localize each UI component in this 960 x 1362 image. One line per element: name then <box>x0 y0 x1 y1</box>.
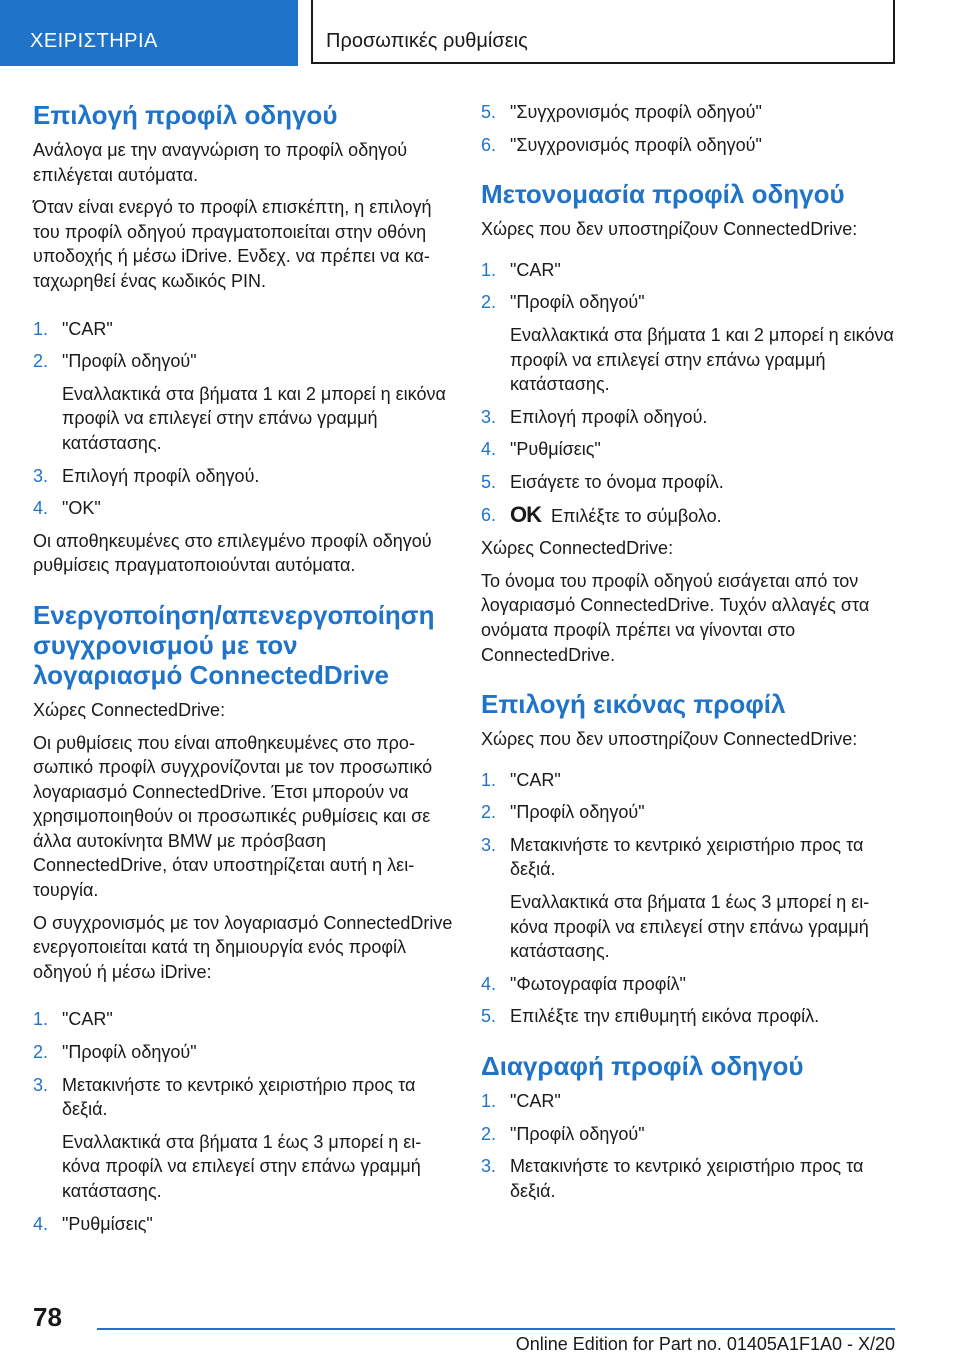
steps-list <box>481 768 901 1029</box>
list-item: 2. "Προφίλ οδηγού" <box>481 802 645 823</box>
paragraph: Χώρες που δεν υποστηρίζουν ConnectedDrive: <box>481 729 858 750</box>
list-item: 1. "CAR" <box>481 769 561 790</box>
list-item: 4. "OK" <box>33 498 101 519</box>
list-note: Εναλλακτικά στα βήματα 1 έως 3 μπορεί η εικόνα προφίλ να επιλεγεί στην επάνω γραμμή κατάστασης. <box>62 1131 422 1201</box>
paragraph: Ο συγχρονισμός με τον λογαριασμό ConnectedDrive ενεργοποιείται κατά τη δημιουργία ενός προφίλ οδηγού ή μέσω iDrive: <box>33 912 453 982</box>
list-item: 4. "Ρυθμίσεις" <box>33 1213 153 1234</box>
section-heading: Διαγραφή προφίλ οδηγού <box>481 1051 804 1082</box>
list-item: 1. "CAR" <box>33 318 113 339</box>
list-item: 3. Επιλογή προφίλ οδηγού. <box>481 406 708 427</box>
paragraph: Όταν είναι ενεργό το προφίλ επισκέπτη, η επιλογή του προφίλ οδηγού πραγματοποιείται στην οθόνη υποδοχής ή μέσω iDrive. Ενδεχ. να πρέπει να καταχωρηθεί ένας κωδικός PIN. <box>33 197 432 291</box>
list-item: 5. "Συγχρονισμός προφίλ οδηγού" <box>481 102 762 122</box>
list-item: 4. "Ρυθμίσεις" <box>481 439 601 460</box>
list-item: 5. Εισάγετε το όνομα προφίλ. <box>481 471 724 492</box>
paragraph: Οι αποθηκευμένες στο επιλεγμένο προφίλ οδηγού ρυθμίσεις πραγματοποιούνται αυτόματα. <box>33 530 432 576</box>
page-number: 78 <box>33 1302 62 1332</box>
header-divider <box>311 0 313 64</box>
list-item: 3. Μετακινήστε το κεντρικό χειριστήριο προς τα δεξιά. <box>481 1156 864 1201</box>
paragraph: Ανάλογα με την αναγνώριση το προφίλ οδηγού επιλέγεται αυτόματα. <box>33 140 408 185</box>
paragraph: Οι ρυθμίσεις που είναι αποθηκευμένες στο προσωπικό προφίλ συγχρονίζονται με τον προσωπικό λογαριασμό ConnectedDrive. Έτσι μπορούν να χρησιμοποιηθούν οι προσωπικές ρυθμίσεις και σε άλλα αυτοκίνητα BMW με πρόσβαση ConnectedDrive, όταν υποστηρίζεται αυτή η λειτουργία. <box>33 732 433 901</box>
list-item: 1. "CAR" <box>481 1091 561 1112</box>
steps-list <box>481 100 901 157</box>
header-rule <box>311 62 895 64</box>
list-item: 2. "Προφίλ οδηγού" Εναλλακτικά στα βήματα 1 και 2 μπορεί η εικόνα προφίλ να επιλεγεί στην επάνω γραμμή κατάστασης. <box>481 290 901 396</box>
steps-list <box>33 1007 453 1236</box>
list-item: 6. OK Επιλέξτε το σύμβολο. <box>481 501 722 527</box>
list-item: 5. Επιλέξτε την επιθυμητή εικόνα προφίλ. <box>481 1006 820 1027</box>
list-item: 3. Επιλογή προφίλ οδηγού. <box>33 465 260 486</box>
steps-list <box>33 317 453 521</box>
list-item: 2. "Προφίλ οδηγού" <box>481 1123 645 1144</box>
ok-icon: OK <box>510 501 541 527</box>
list-item: 3. Μετακινήστε το κεντρικό χειριστήριο προς τα δεξιά. Εναλλακτικά στα βήματα 1 έως 3 μπορεί η εικόνα προφίλ να επιλεγεί στην επάνω γραμμή κατάστασης. <box>481 833 901 964</box>
section-heading: Ενεργοποίηση/απενεργοποίηση συγχρονισμού με τον λογαριασμό ConnectedDrive <box>33 599 435 690</box>
list-item: 6. "Συγχρονισμός προφίλ οδηγού" <box>481 134 762 155</box>
list-note: Εναλλακτικά στα βήματα 1 και 2 μπορεί η εικόνα προφίλ να επιλεγεί στην επάνω γραμμή κατάστασης. <box>510 324 894 395</box>
list-item: 4. "Φωτογραφία προφίλ" <box>481 973 686 994</box>
list-item: 1. "CAR" <box>481 259 561 280</box>
steps-list <box>481 258 901 528</box>
section-label: ΧΕΙΡΙΣΤΗΡΙΑ <box>30 30 158 52</box>
list-item: 1. "CAR" <box>33 1009 113 1030</box>
chapter-title: Προσωπικές ρυθμίσεις <box>326 30 528 52</box>
section-heading: Επιλογή εικόνας προφίλ <box>481 689 786 720</box>
paragraph: Χώρες που δεν υποστηρίζουν ConnectedDrive: <box>481 219 858 240</box>
list-item: 2. "Προφίλ οδηγού" Εναλλακτικά στα βήματα 1 και 2 μπορεί η εικόνα προφίλ να επιλεγεί στην επάνω γραμμή κατάστασης. <box>33 349 453 455</box>
page-header <box>0 0 960 66</box>
footer-rule <box>97 1328 895 1330</box>
section-heading: Επιλογή προφίλ οδηγού <box>33 100 338 130</box>
right-column <box>481 100 901 1203</box>
list-item: 3. Μετακινήστε το κεντρικό χειριστήριο προς τα δεξιά. Εναλλακτικά στα βήματα 1 έως 3 μπορεί η εικόνα προφίλ να επιλεγεί στην επάνω γραμμή κατάστασης. <box>33 1073 453 1204</box>
paragraph: Χώρες ConnectedDrive: <box>33 699 226 720</box>
paragraph: Το όνομα του προφίλ οδηγού εισάγεται από τον λογαριασμό ConnectedDrive. Τυχόν αλλαγές στα ονόματα προφίλ πρέπει να γίνονται στο ConnectedDrive. <box>481 570 870 665</box>
section-tab <box>0 0 298 66</box>
list-note: Εναλλακτικά στα βήματα 1 και 2 μπορεί η εικόνα προφίλ να επιλεγεί στην επάνω γραμμή κατάστασης. <box>62 383 446 453</box>
header-divider-right <box>893 0 895 64</box>
steps-list <box>481 1089 901 1203</box>
list-note: Εναλλακτικά στα βήματα 1 έως 3 μπορεί η εικόνα προφίλ να επιλεγεί στην επάνω γραμμή κατάστασης. <box>510 892 870 962</box>
paragraph: Χώρες ConnectedDrive: <box>481 538 674 559</box>
left-column <box>33 100 453 1236</box>
list-item: 2. "Προφίλ οδηγού" <box>33 1042 197 1063</box>
section-heading: Μετονομασία προφίλ οδηγού <box>481 179 845 210</box>
edition-text: Online Edition for Part no. 01405A1F1A0 - X/20 <box>515 1334 895 1354</box>
